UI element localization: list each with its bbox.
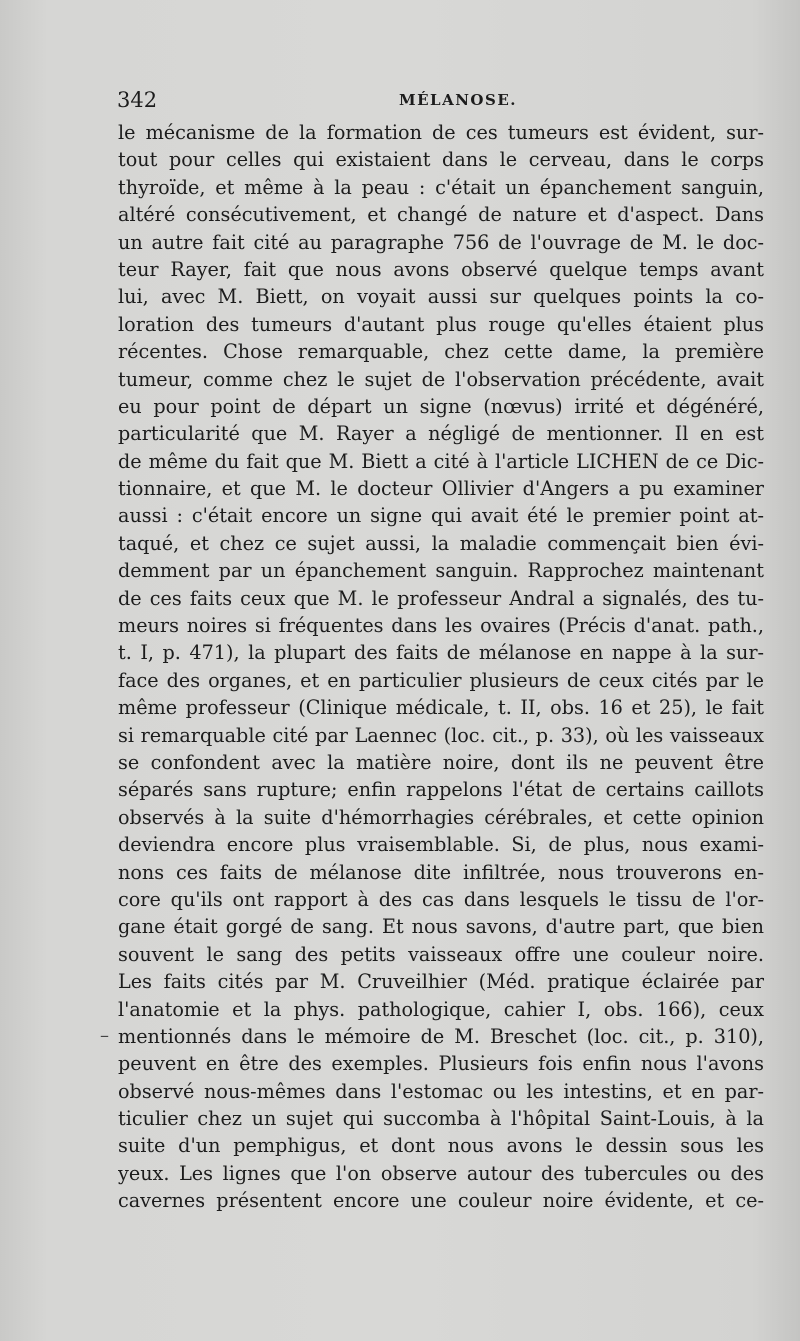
text-line: de ces faits ceux que M. le professeur Andral a signalés, des tu-	[118, 586, 764, 610]
running-head	[117, 88, 765, 118]
text-line: lui, avec M. Biett, on voyait aussi sur quelques points la co-	[118, 285, 764, 309]
text-line: teur Rayer, fait que nous avons observé quelque temps avant	[118, 257, 764, 281]
text-line: de même du fait que M. Biett a cité à l'article LICHEN de ce Dic-	[118, 449, 764, 473]
text-line: eu pour point de départ un signe (nœvus) irrité et dégénéré,	[118, 394, 764, 418]
text-line: ticulier chez un sujet qui succomba à l'hôpital Saint-Louis, à la	[118, 1107, 764, 1131]
text-line: taqué, et chez ce sujet aussi, la maladie commençait bien évi-	[118, 531, 764, 555]
running-title: MÉLANOSE.	[399, 91, 517, 109]
text-line: deviendra encore plus vraisemblable. Si, de plus, nous exami-	[118, 833, 764, 857]
text-line: meurs noires si fréquentes dans les ovaires (Précis d'anat. path.,	[118, 614, 764, 638]
text-line: observé nous-mêmes dans l'estomac ou les intestins, et en par-	[118, 1079, 764, 1103]
text-line: suite d'un pemphigus, et dont nous avons le dessin sous les	[118, 1134, 764, 1158]
text-line: peuvent en être des exemples. Plusieurs fois enfin nous l'avons	[118, 1052, 764, 1076]
text-line: se confondent avec la matière noire, dont ils ne peuvent être	[118, 750, 764, 774]
text-line: face des organes, et en particulier plusieurs de ceux cités par le	[118, 668, 764, 692]
text-line: t. I, p. 471), la plupart des faits de mélanose en nappe à la sur-	[118, 641, 764, 665]
text-line: séparés sans rupture; enfin rappelons l'état de certains caillots	[118, 778, 764, 802]
text-line: l'anatomie et la phys. pathologique, cahier I, obs. 166), ceux	[118, 997, 764, 1021]
text-line: récentes. Chose remarquable, chez cette dame, la première	[118, 340, 764, 364]
text-line: un autre fait cité au paragraphe 756 de l'ouvrage de M. le doc-	[118, 230, 764, 254]
margin-mark: –	[100, 1025, 109, 1046]
page-number: 342	[117, 88, 158, 112]
text-line: tout pour celles qui existaient dans le cerveau, dans le corps	[118, 148, 764, 172]
text-line: souvent le sang des petits vaisseaux offre une couleur noire.	[118, 942, 764, 966]
text-line: observés à la suite d'hémorrhagies cérébrales, et cette opinion	[118, 805, 764, 829]
text-line: particularité que M. Rayer a négligé de mentionner. Il en est	[118, 422, 764, 446]
text-line: thyroïde, et même à la peau : c'était un épanchement sanguin,	[118, 175, 764, 199]
text-line: tumeur, comme chez le sujet de l'observation précédente, avait	[118, 367, 764, 391]
text-line: yeux. Les lignes que l'on observe autour des tubercules ou des	[118, 1161, 764, 1185]
text-line: aussi : c'était encore un signe qui avait été le premier point at-	[118, 504, 764, 528]
text-line: mentionnés dans le mémoire de M. Breschet (loc. cit., p. 310),	[118, 1024, 764, 1048]
text-line: cavernes présentent encore une couleur noire évidente, et ce-	[118, 1189, 764, 1213]
text-line: tionnaire, et que M. le docteur Ollivier d'Angers a pu examiner	[118, 477, 764, 501]
text-line: le mécanisme de la formation de ces tumeurs est évident, sur-	[118, 121, 764, 144]
text-line: même professeur (Clinique médicale, t. II, obs. 16 et 25), le fait	[118, 696, 764, 720]
text-line: si remarquable cité par Laennec (loc. cit., p. 33), où les vaisseaux	[118, 723, 764, 747]
text-line: demment par un épanchement sanguin. Rapprochez maintenant	[118, 559, 764, 583]
text-line: nons ces faits de mélanose dite infiltrée, nous trouverons en-	[118, 860, 764, 884]
text-line: loration des tumeurs d'autant plus rouge qu'elles étaient plus	[118, 312, 764, 336]
text-line: Les faits cités par M. Cruveilhier (Méd. pratique éclairée par	[118, 970, 764, 994]
text-line: core qu'ils ont rapport à des cas dans lesquels le tissu de l'or-	[118, 887, 764, 911]
text-line: gane était gorgé de sang. Et nous savons, d'autre part, que bien	[118, 915, 764, 939]
body-text	[118, 119, 764, 1215]
text-line: altéré consécutivement, et changé de nature et d'aspect. Dans	[118, 203, 764, 227]
